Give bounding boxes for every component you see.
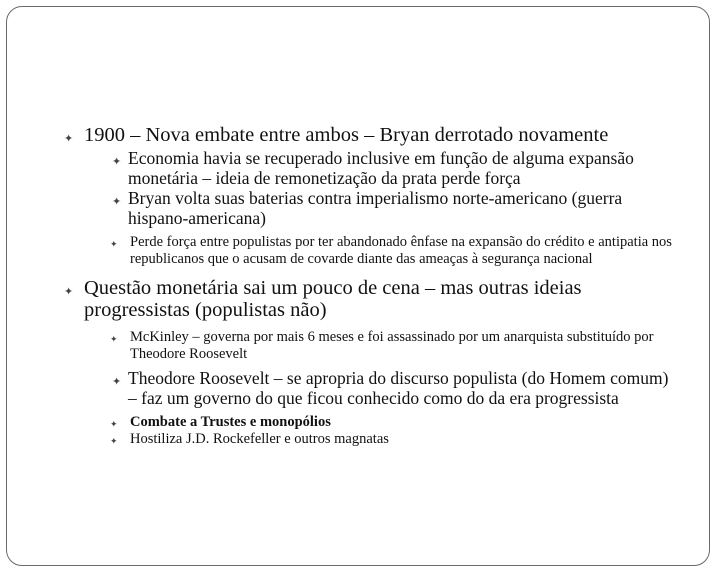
bullet-icon: ✦ (110, 436, 118, 447)
bullet-item-level2 (88, 188, 674, 228)
bullet-text: Perde força entre populistas por ter abandonado ênfase na expansão do crédito e antipatia nos republicanos que o acusam de covarde diante das ameaças à segurança nacional (130, 234, 672, 267)
bullet-item-level1 (64, 124, 674, 146)
bullet-item-level2 (88, 148, 674, 188)
bullet-icon: ✦ (110, 420, 118, 430)
bullet-icon: ✦ (112, 195, 122, 208)
bullet-text: McKinley – governa por mais 6 meses e foi assassinado por um anarquista substituído por Theodore Roosevelt (130, 329, 654, 362)
bullet-icon: ✦ (110, 335, 118, 345)
bullet-icon: ✦ (112, 155, 122, 168)
bullet-text: Bryan volta suas baterias contra imperialismo norte-americano (guerra hispano-americana) (128, 188, 623, 228)
bullet-text: Theodore Roosevelt – se apropria do discurso populista (do Homem comum) – faz um governo do que ficou conhecido como do da era progressista (128, 368, 669, 408)
bullet-item-level2 (88, 368, 674, 408)
bullet-text: Combate a Trustes e monopólios (130, 414, 331, 430)
bullet-icon: ✦ (64, 132, 74, 145)
bullet-text: Questão monetária sai um pouco de cena – mas outras ideias progressistas (populistas não) (84, 277, 582, 321)
bullet-item-level3 (96, 234, 674, 267)
bullet-item-level3 (96, 431, 674, 448)
bullet-item-level3 (96, 414, 674, 431)
bullet-icon: ✦ (112, 375, 122, 388)
bullet-text: Economia havia se recuperado inclusive em função de alguma expansão monetária – ideia de remonetização da prata perde força (128, 148, 634, 188)
bullet-item-level3 (96, 329, 674, 362)
slide-content (64, 124, 674, 447)
bullet-item-level1 (64, 277, 674, 321)
bullet-text: Hostiliza J.D. Rockefeller e outros magnatas (130, 430, 389, 447)
bullet-icon: ✦ (64, 285, 74, 298)
bullet-text: 1900 – Nova embate entre ambos – Bryan derrotado novamente (84, 124, 609, 146)
bullet-icon: ✦ (110, 240, 118, 250)
